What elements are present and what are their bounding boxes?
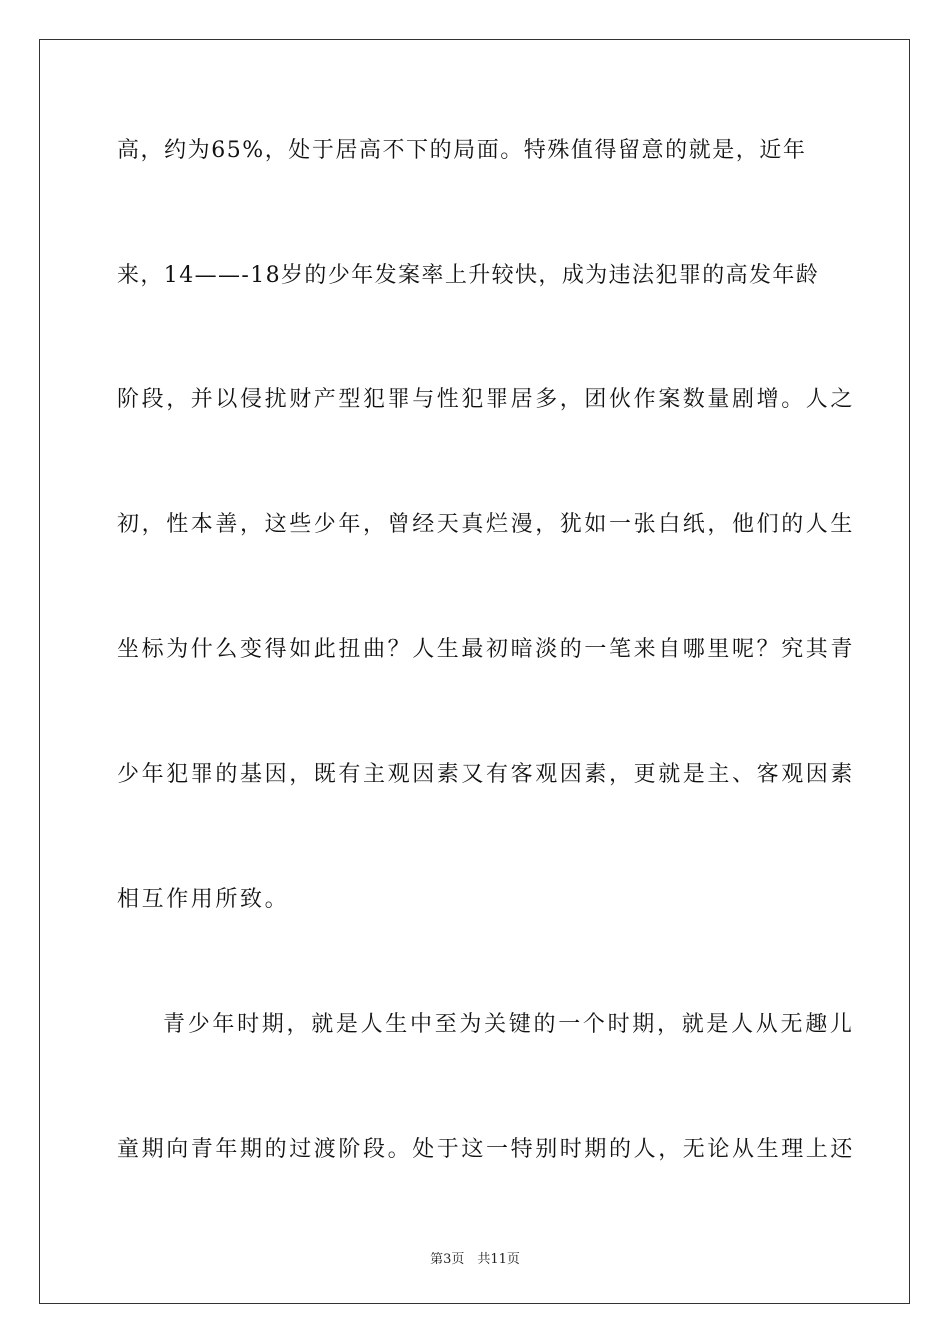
body-text-line: 初，性本善，这些少年，曾经天真烂漫，犹如一张白纸，他们的人生 bbox=[117, 512, 856, 537]
body-text-line: 少年犯罪的基因，既有主观因素又有客观因素，更就是主、客观因素 bbox=[117, 762, 856, 787]
body-text-line: 童期向青年期的过渡阶段。处于这一特别时期的人，无论从生理上还 bbox=[117, 1137, 856, 1162]
body-text-line: 相互作用所致。 bbox=[117, 887, 290, 912]
body-text-line: 高，约为65%，处于居高不下的局面。特殊值得留意的就是，近年 bbox=[117, 138, 807, 163]
body-text-line: 来，14——-18岁的少年发案率上升较快，成为违法犯罪的高发年龄 bbox=[117, 263, 820, 288]
paragraph-start-line: 青少年时期，就是人生中至为关键的一个时期，就是人从无趣儿 bbox=[163, 1012, 855, 1037]
body-text-line: 阶段，并以侵扰财产型犯罪与性犯罪居多，团伙作案数量剧增。人之 bbox=[117, 387, 856, 412]
page-border bbox=[39, 39, 910, 1304]
page-number-footer: 第3页 共11页 bbox=[430, 1252, 520, 1267]
body-text-line: 坐标为什么变得如此扭曲？人生最初暗淡的一笔来自哪里呢？究其青 bbox=[117, 637, 856, 662]
